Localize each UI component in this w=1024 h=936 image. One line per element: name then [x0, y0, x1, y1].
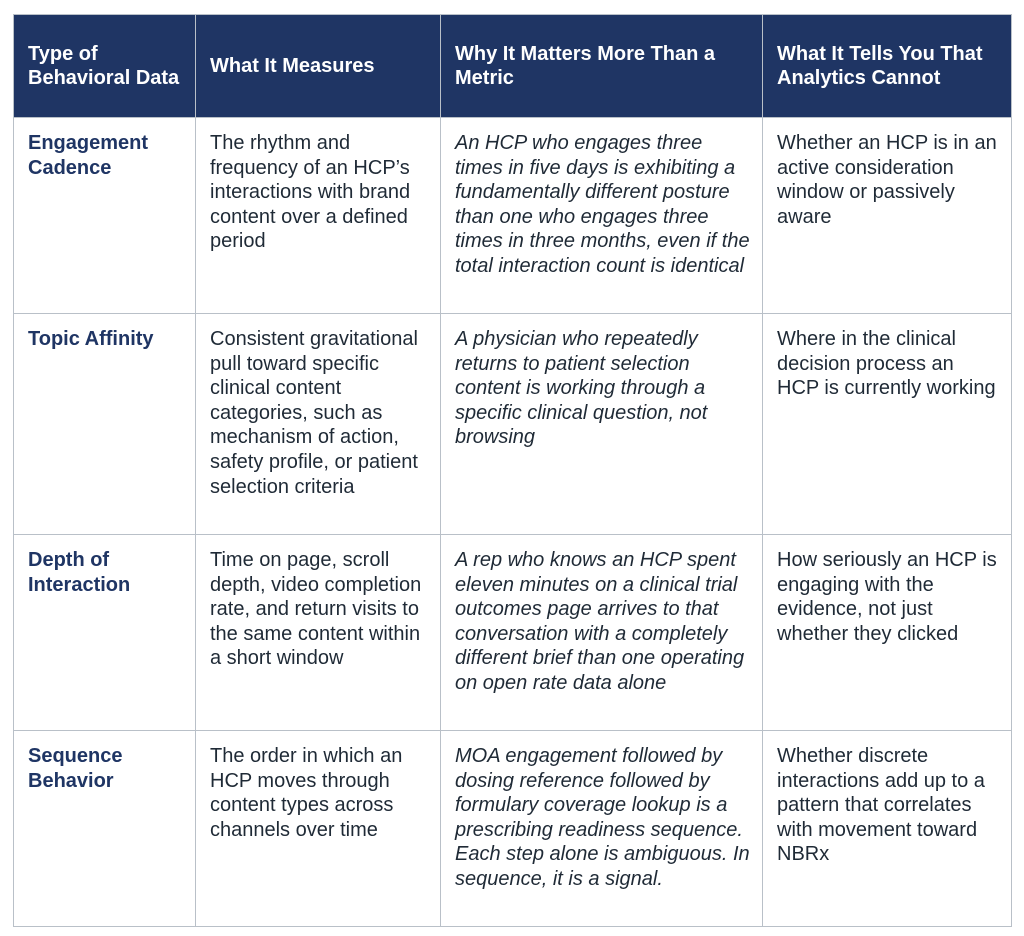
behavioral-data-table-container: [13, 14, 1011, 927]
cell-why: A physician who repeatedly returns to patient selection content is working through a specific clinical question, not browsing: [441, 314, 763, 535]
table-header: [14, 15, 1012, 118]
table-row: [14, 118, 1012, 314]
cell-type: Topic Affinity: [14, 314, 196, 535]
header-why-it-matters: Why It Matters More Than a Metric: [441, 15, 763, 118]
table-row: [14, 535, 1012, 731]
table-row: [14, 314, 1012, 535]
cell-tells: How seriously an HCP is engaging with the evidence, not just whether they clicked: [763, 535, 1012, 731]
table-row: [14, 731, 1012, 927]
cell-measures: The order in which an HCP moves through content types across channels over time: [196, 731, 441, 927]
cell-why: A rep who knows an HCP spent eleven minutes on a clinical trial outcomes page arrives to that conversation with a completely different brief than one operating on open rate data alone: [441, 535, 763, 731]
header-what-it-tells-you: What It Tells You That Analytics Cannot: [763, 15, 1012, 118]
cell-measures: Time on page, scroll depth, video completion rate, and return visits to the same content within a short window: [196, 535, 441, 731]
header-row: [14, 15, 1012, 118]
cell-tells: Whether an HCP is in an active consideration window or passively aware: [763, 118, 1012, 314]
cell-type: Sequence Behavior: [14, 731, 196, 927]
cell-measures: The rhythm and frequency of an HCP’s interactions with brand content over a defined period: [196, 118, 441, 314]
behavioral-data-table: [13, 14, 1012, 927]
cell-type: Engagement Cadence: [14, 118, 196, 314]
header-type-of-behavioral-data: Type of Behavioral Data: [14, 15, 196, 118]
cell-why: An HCP who engages three times in five days is exhibiting a fundamentally different posture than one who engages three times in three months, even if the total interaction count is identical: [441, 118, 763, 314]
table-body: [14, 118, 1012, 927]
cell-tells: Whether discrete interactions add up to a pattern that correlates with movement toward NBRx: [763, 731, 1012, 927]
header-what-it-measures: What It Measures: [196, 15, 441, 118]
cell-type: Depth of Interaction: [14, 535, 196, 731]
cell-why: MOA engagement followed by dosing reference followed by formulary coverage lookup is a prescribing readiness sequence. Each step alone is ambiguous. In sequence, it is a signal.: [441, 731, 763, 927]
cell-tells: Where in the clinical decision process an HCP is currently working: [763, 314, 1012, 535]
cell-measures: Consistent gravitational pull toward specific clinical content categories, such as mechanism of action, safety profile, or patient selection criteria: [196, 314, 441, 535]
